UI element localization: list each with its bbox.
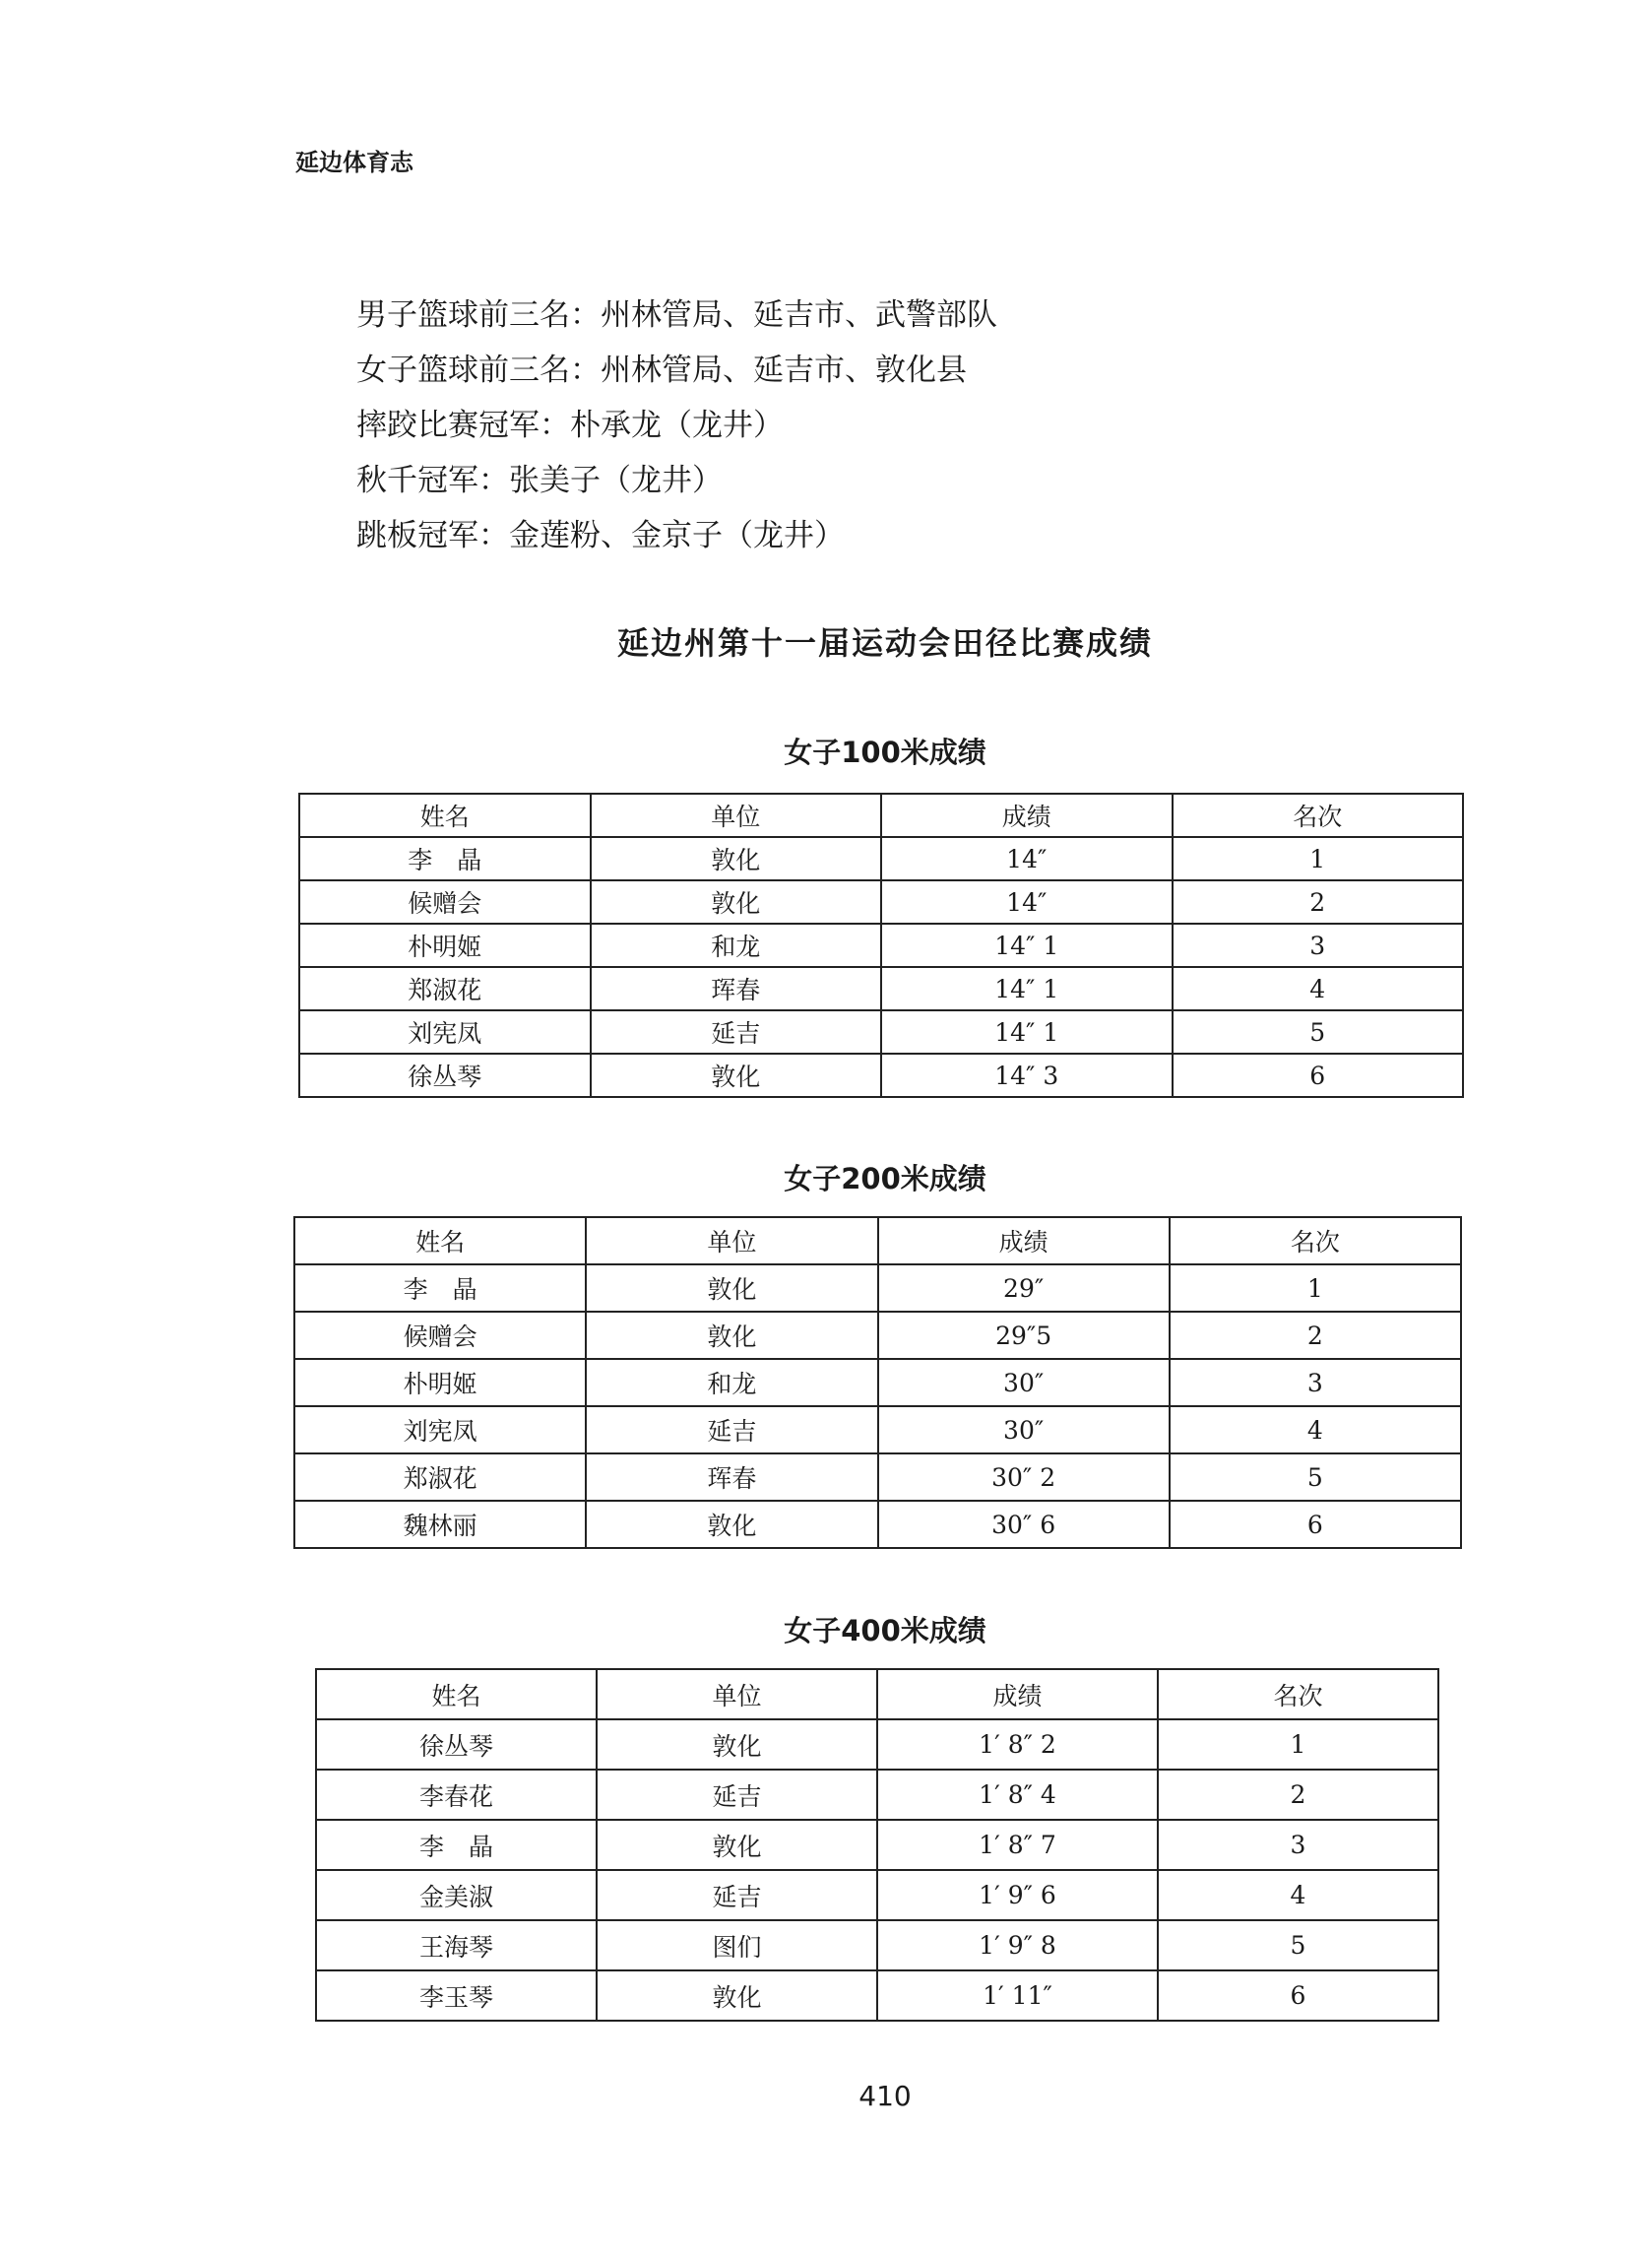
score-cell: 29″5 xyxy=(878,1312,1170,1359)
rank-cell: 2 xyxy=(1173,880,1464,924)
rank-cell: 5 xyxy=(1170,1453,1461,1501)
score-cell: 30″ xyxy=(878,1406,1170,1453)
score-cell: 14″ 1 xyxy=(881,924,1173,967)
name-cell: 李玉琴 xyxy=(316,1970,597,2021)
header-cell: 成绩 xyxy=(881,794,1173,837)
name-cell: 李 晶 xyxy=(316,1820,597,1870)
score-cell: 30″ xyxy=(878,1359,1170,1406)
results-table-100m xyxy=(298,793,1464,1098)
score-cell: 14″ xyxy=(881,880,1173,924)
rank-cell: 6 xyxy=(1173,1054,1464,1097)
running-header: 延边体育志 xyxy=(295,149,413,176)
table-row xyxy=(299,1010,1463,1054)
name-cell: 王海琴 xyxy=(316,1920,597,1970)
score-cell: 14″ 1 xyxy=(881,967,1173,1010)
table-row xyxy=(316,1970,1438,2021)
table-row xyxy=(294,1406,1461,1453)
rank-cell: 4 xyxy=(1173,967,1464,1010)
table-row xyxy=(316,1870,1438,1920)
page-number: 410 xyxy=(858,2080,912,2112)
table-row xyxy=(299,967,1463,1010)
unit-cell: 敦化 xyxy=(597,1719,877,1770)
name-cell: 徐丛琴 xyxy=(316,1719,597,1770)
header-cell: 姓名 xyxy=(294,1217,586,1264)
score-cell: 1′ 8″ 2 xyxy=(877,1719,1158,1770)
name-cell: 郑淑花 xyxy=(299,967,591,1010)
rank-cell: 6 xyxy=(1158,1970,1438,2021)
name-cell: 魏林丽 xyxy=(294,1501,586,1548)
header-cell: 单位 xyxy=(586,1217,877,1264)
header-cell: 单位 xyxy=(597,1669,877,1719)
score-cell: 1′ 8″ 4 xyxy=(877,1770,1158,1820)
results-text xyxy=(356,288,997,563)
header-cell: 姓名 xyxy=(299,794,591,837)
rank-cell: 6 xyxy=(1170,1501,1461,1548)
rank-cell: 5 xyxy=(1158,1920,1438,1970)
unit-cell: 珲春 xyxy=(586,1453,877,1501)
header-cell: 姓名 xyxy=(316,1669,597,1719)
name-cell: 郑淑花 xyxy=(294,1453,586,1501)
unit-cell: 和龙 xyxy=(591,924,882,967)
name-cell: 刘宪凤 xyxy=(294,1406,586,1453)
unit-cell: 敦化 xyxy=(591,837,882,880)
table-title-200m: 女子200米成绩 xyxy=(784,1162,986,1195)
table-row xyxy=(299,837,1463,880)
unit-cell: 延吉 xyxy=(597,1770,877,1820)
text-line: 跳板冠军：金莲粉、金京子（龙井） xyxy=(356,518,845,553)
unit-cell: 图们 xyxy=(597,1920,877,1970)
name-cell: 朴明姬 xyxy=(294,1359,586,1406)
header-cell: 名次 xyxy=(1170,1217,1461,1264)
score-cell: 1′ 9″ 8 xyxy=(877,1920,1158,1970)
table-row xyxy=(299,880,1463,924)
rank-cell: 1 xyxy=(1173,837,1464,880)
header-cell: 单位 xyxy=(591,794,882,837)
name-cell: 刘宪凤 xyxy=(299,1010,591,1054)
table-row xyxy=(294,1359,1461,1406)
rank-cell: 4 xyxy=(1170,1406,1461,1453)
section-title: 延边州第十一届运动会田径比赛成绩 xyxy=(616,624,1153,662)
score-cell: 1′ 11″ xyxy=(877,1970,1158,2021)
rank-cell: 2 xyxy=(1170,1312,1461,1359)
unit-cell: 敦化 xyxy=(586,1264,877,1312)
header-cell: 成绩 xyxy=(877,1669,1158,1719)
rank-cell: 2 xyxy=(1158,1770,1438,1820)
rank-cell: 1 xyxy=(1158,1719,1438,1770)
table-row xyxy=(294,1312,1461,1359)
unit-cell: 延吉 xyxy=(586,1406,877,1453)
name-cell: 候赠会 xyxy=(294,1312,586,1359)
table-row xyxy=(316,1820,1438,1870)
score-cell: 14″ 1 xyxy=(881,1010,1173,1054)
table-header-row xyxy=(299,794,1463,837)
rank-cell: 3 xyxy=(1158,1820,1438,1870)
unit-cell: 延吉 xyxy=(597,1870,877,1920)
table-title-400m: 女子400米成绩 xyxy=(784,1614,986,1647)
table-row xyxy=(294,1453,1461,1501)
unit-cell: 敦化 xyxy=(586,1312,877,1359)
table-row xyxy=(294,1264,1461,1312)
score-cell: 29″ xyxy=(878,1264,1170,1312)
unit-cell: 和龙 xyxy=(586,1359,877,1406)
header-cell: 名次 xyxy=(1173,794,1464,837)
table-header-row xyxy=(316,1669,1438,1719)
score-cell: 1′ 8″ 7 xyxy=(877,1820,1158,1870)
unit-cell: 敦化 xyxy=(591,880,882,924)
name-cell: 李 晶 xyxy=(294,1264,586,1312)
table-row xyxy=(299,924,1463,967)
score-cell: 30″ 2 xyxy=(878,1453,1170,1501)
table-row xyxy=(299,1054,1463,1097)
rank-cell: 1 xyxy=(1170,1264,1461,1312)
score-cell: 14″ xyxy=(881,837,1173,880)
name-cell: 朴明姬 xyxy=(299,924,591,967)
results-table-200m xyxy=(293,1216,1462,1549)
name-cell: 金美淑 xyxy=(316,1870,597,1920)
unit-cell: 珲春 xyxy=(591,967,882,1010)
rank-cell: 4 xyxy=(1158,1870,1438,1920)
unit-cell: 延吉 xyxy=(591,1010,882,1054)
table-row xyxy=(316,1719,1438,1770)
name-cell: 李春花 xyxy=(316,1770,597,1820)
header-cell: 名次 xyxy=(1158,1669,1438,1719)
table-header-row xyxy=(294,1217,1461,1264)
score-cell: 1′ 9″ 6 xyxy=(877,1870,1158,1920)
unit-cell: 敦化 xyxy=(591,1054,882,1097)
unit-cell: 敦化 xyxy=(597,1970,877,2021)
name-cell: 李 晶 xyxy=(299,837,591,880)
text-line: 男子篮球前三名：州林管局、延吉市、武警部队 xyxy=(356,297,997,333)
text-line: 秋千冠军：张美子（龙井） xyxy=(356,463,723,498)
results-table-400m xyxy=(315,1668,1439,2022)
text-line: 女子篮球前三名：州林管局、延吉市、敦化县 xyxy=(356,353,967,388)
table-title-100m: 女子100米成绩 xyxy=(784,736,986,769)
text-line: 摔跤比赛冠军：朴承龙（龙井） xyxy=(356,408,784,443)
table-row xyxy=(316,1770,1438,1820)
header-cell: 成绩 xyxy=(878,1217,1170,1264)
name-cell: 徐丛琴 xyxy=(299,1054,591,1097)
rank-cell: 3 xyxy=(1170,1359,1461,1406)
unit-cell: 敦化 xyxy=(597,1820,877,1870)
table-row xyxy=(316,1920,1438,1970)
table-row xyxy=(294,1501,1461,1548)
score-cell: 30″ 6 xyxy=(878,1501,1170,1548)
score-cell: 14″ 3 xyxy=(881,1054,1173,1097)
unit-cell: 敦化 xyxy=(586,1501,877,1548)
name-cell: 候赠会 xyxy=(299,880,591,924)
rank-cell: 3 xyxy=(1173,924,1464,967)
rank-cell: 5 xyxy=(1173,1010,1464,1054)
